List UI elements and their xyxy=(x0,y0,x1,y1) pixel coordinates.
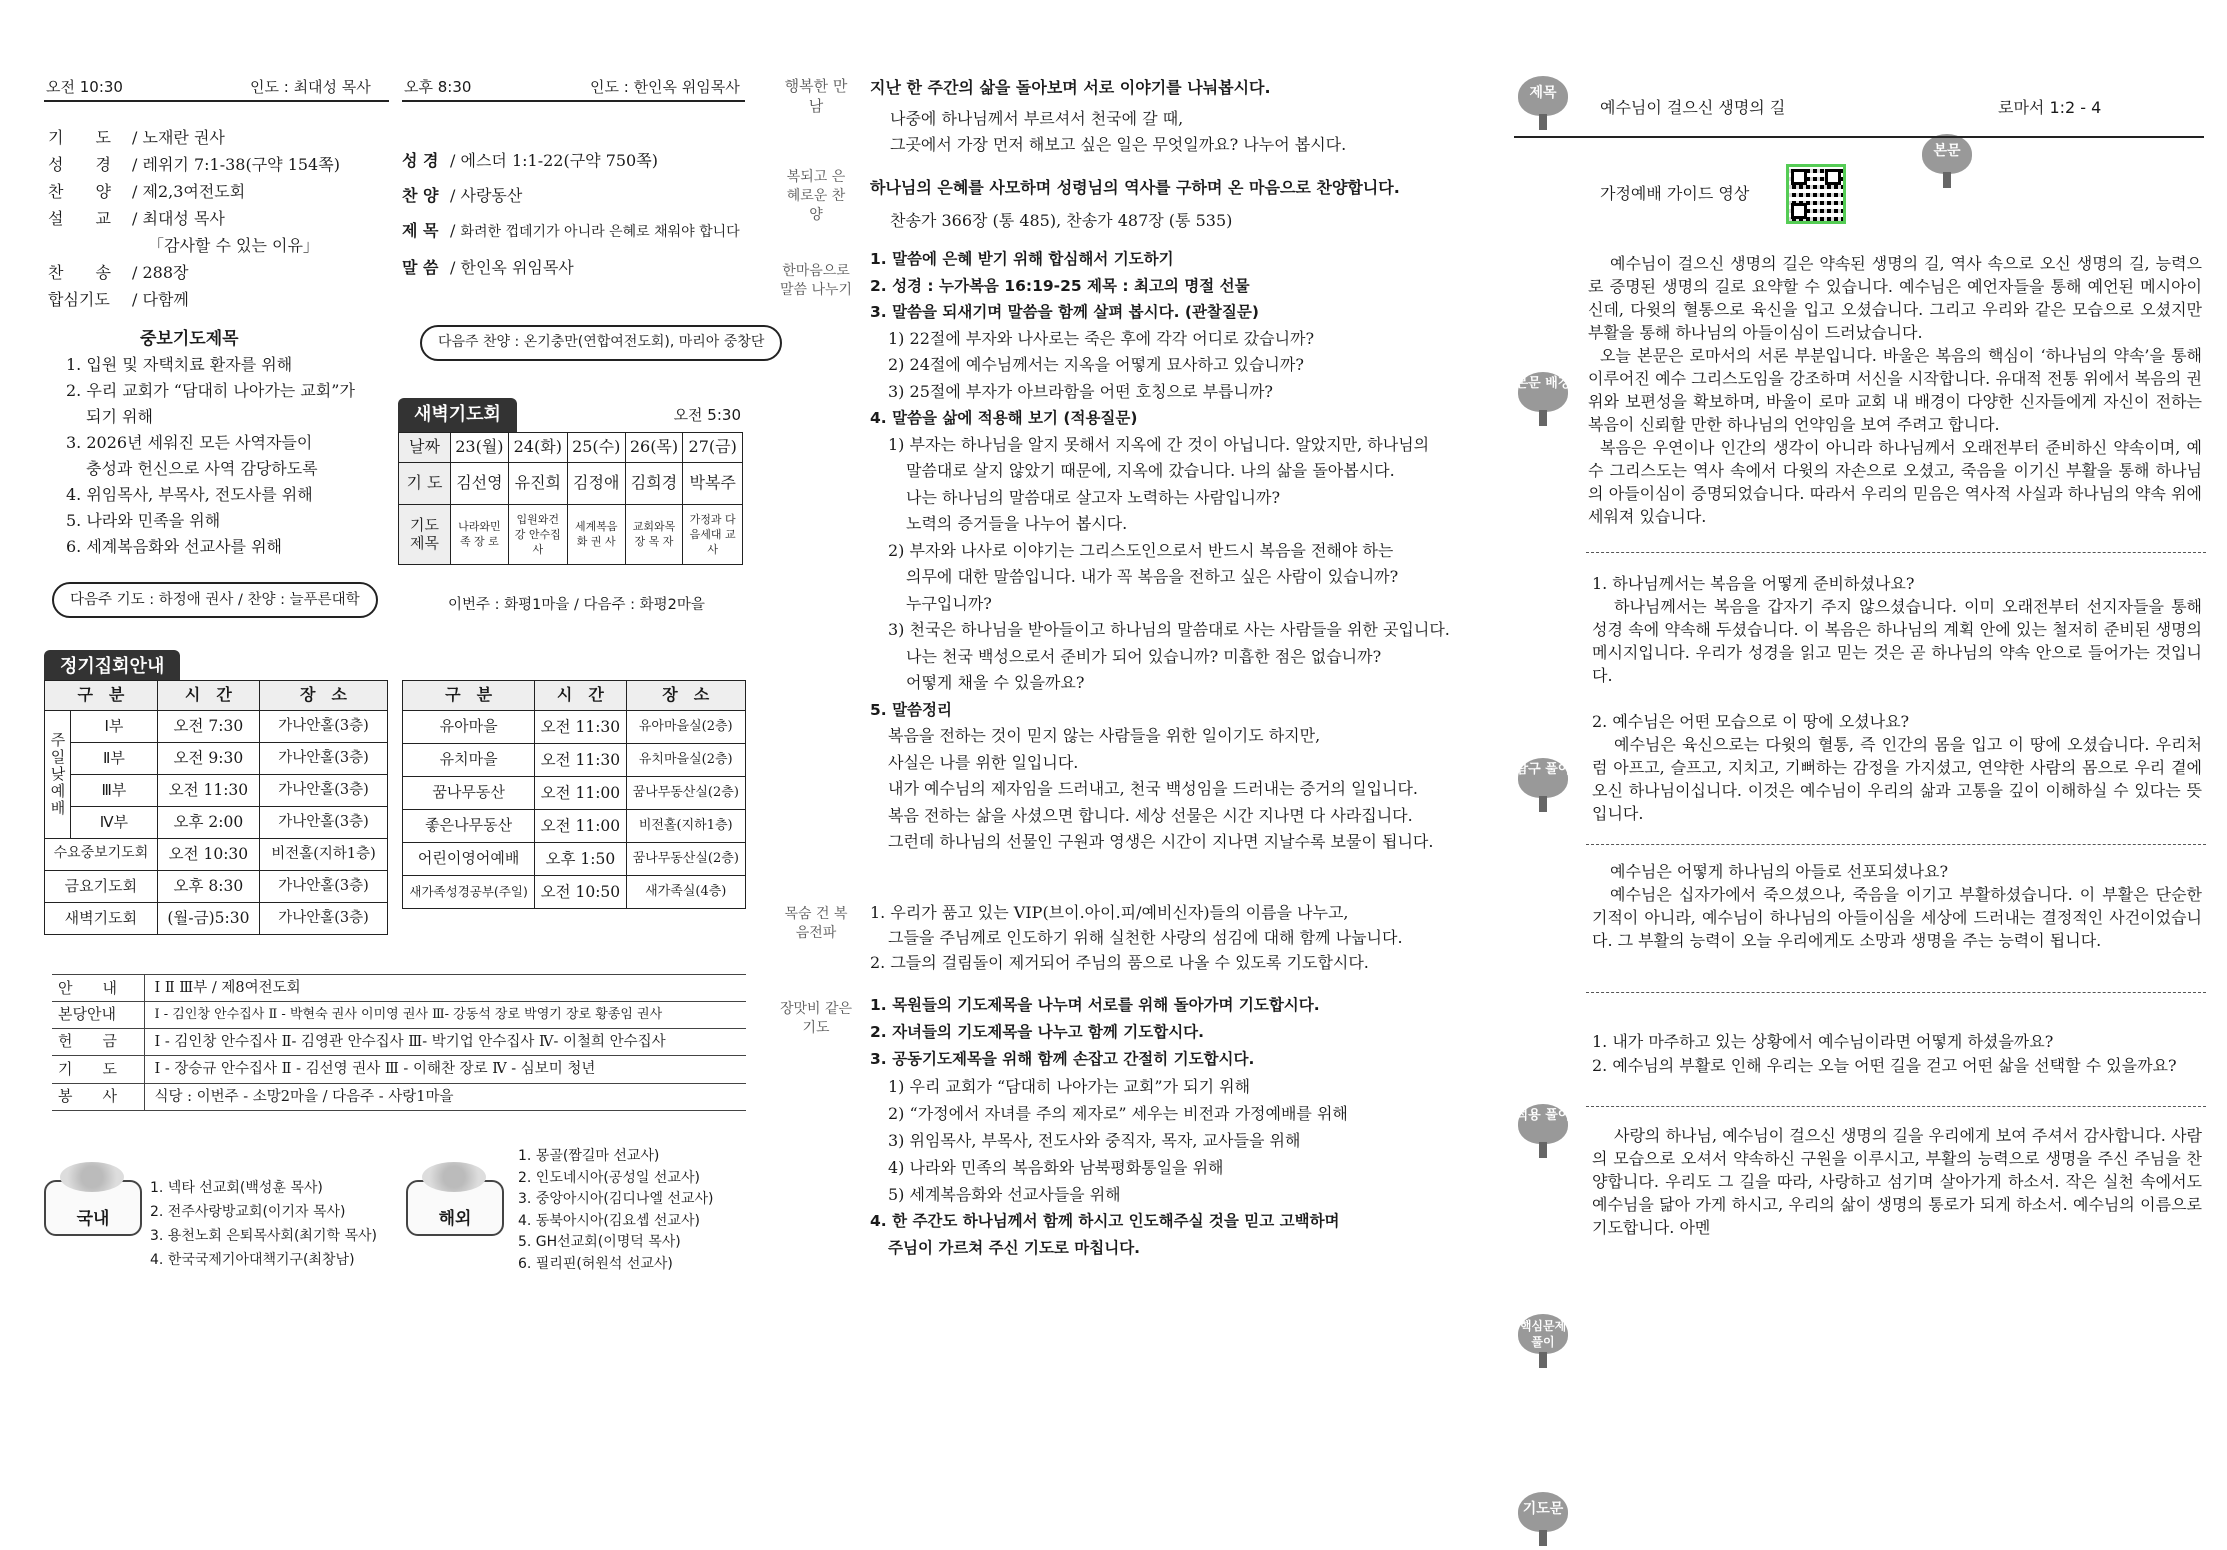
text-line: 2. 그들의 걸림돌이 제거되어 주님의 품으로 나올 수 있도록 기도합시다. xyxy=(870,953,1369,972)
text-line: 3) 위임목사, 부목사, 전도사와 중직자, 목자, 교사들을 위해 xyxy=(888,1131,1301,1150)
evening-leader: 인도 : 한인옥 위임목사 xyxy=(590,78,740,96)
order-value: 다함께 xyxy=(142,290,189,309)
s1-title: 지난 한 주간의 삶을 돌아보며 서로 이야기를 나눠봅시다. xyxy=(870,78,1271,97)
dawn-cell: 26(목) xyxy=(625,432,683,462)
order-value: 제2,3여전도회 xyxy=(142,182,246,201)
meeting-time: 오전 11:30 xyxy=(535,710,626,743)
meeting-place: 가나안홀(3층) xyxy=(259,902,387,934)
order-value: 에스더 1:1-22(구약 750쪽) xyxy=(460,151,658,170)
blessed-praise-icon: 복되고 은혜로운 찬양 xyxy=(786,169,846,223)
mission-item: 3. 중앙아시아(김디나엘 선교사) xyxy=(518,1191,714,1207)
order-key: 설 교 xyxy=(48,209,111,228)
evening-order xyxy=(402,143,740,285)
dawn-topic: 세계복음화 권 사 xyxy=(567,504,625,564)
meeting-time: 오후 2:00 xyxy=(157,806,259,838)
prayer-item: 5. 나라와 민족을 위해 xyxy=(66,511,221,530)
prayer-item: 1. 입원 및 자택치료 환자를 위해 xyxy=(66,355,293,374)
order-sep: / xyxy=(132,182,143,201)
order-key: 성 경 xyxy=(48,155,111,174)
meeting-place: 가나안홀(3층) xyxy=(259,870,387,902)
dawn-cell: 김희경 xyxy=(625,462,683,504)
s4-body xyxy=(870,900,1403,975)
order-value: 레위기 7:1-38(구약 154쪽) xyxy=(142,155,340,174)
dawn-footer: 이번주 : 화평1마을 / 다음주 : 화평2마을 xyxy=(448,597,705,613)
meeting-name: 수요중보기도회 xyxy=(45,838,158,870)
text-line: 3) 천국은 하나님을 받아들이고 하나님의 말씀대로 사는 사람들을 위한 곳입니다. xyxy=(888,620,1450,639)
meeting-place: 꿈나무동산실(2층) xyxy=(626,842,746,875)
guide-label: 가정예배 가이드 영상 xyxy=(1600,184,1750,203)
domestic-label: 국내 xyxy=(76,1209,110,1229)
prayer-item: 3. 2026년 세워진 모든 사역자들이 xyxy=(66,433,313,452)
overseas-list xyxy=(518,1146,713,1275)
duty-value: Ⅰ - 김인창 안수집사 Ⅱ- 김영관 안수집사 Ⅲ- 박기업 안수집사 Ⅳ- 이철희 안수집사 xyxy=(144,1028,746,1055)
order-key: 합심기도 xyxy=(48,290,110,309)
s3-body xyxy=(870,246,1450,856)
order-row xyxy=(48,178,340,205)
text-line: 그들을 주님께로 인도하기 위해 실천한 사랑의 섬김에 대해 함께 나눕니다. xyxy=(888,928,1403,947)
meeting-time: 오전 11:00 xyxy=(535,809,626,842)
duty-table xyxy=(52,974,746,1111)
dawn-cell: 기도 제목 xyxy=(399,504,451,564)
core-question: 2. 예수님의 부활로 인해 우리는 오늘 어떤 길을 걷고 어떤 삶을 선택할 수 있을까요? xyxy=(1592,1056,2177,1075)
order-sep: / xyxy=(132,128,143,147)
text-line: 4) 나라와 민족의 복음화와 남북평화통일을 위해 xyxy=(888,1158,1224,1177)
mission-item: 2. 전주사랑방교회(이기자 목사) xyxy=(150,1204,346,1220)
meeting-place: 가나안홀(3층) xyxy=(259,710,387,742)
tree-icon: 제목 xyxy=(1514,76,1572,134)
order-row xyxy=(48,205,340,232)
step-heading: 1. 목원들의 기도제목을 나누며 서로를 위해 돌아가며 기도합시다. xyxy=(870,996,1320,1014)
text-line: 나는 하나님의 말씀대로 살고자 노력하는 사람입니까? xyxy=(906,487,1281,507)
explore-q1: 1. 하나님께서는 복음을 어떻게 준비하셨나요? xyxy=(1592,574,1915,593)
meeting-time: 오전 9:30 xyxy=(157,742,259,774)
meeting-header: 구 분 xyxy=(45,681,158,711)
prayer-title: 중보기도제목 xyxy=(140,329,239,349)
s2-body xyxy=(890,208,1232,234)
order-sep: / xyxy=(450,221,461,240)
next-prayer-badge: 다음주 기도 : 하정애 권사 / 찬양 : 늘푸른대학 xyxy=(52,582,378,618)
order-value: 최대성 목사 xyxy=(142,209,225,228)
mission-item: 2. 인도네시아(공성일 선교사) xyxy=(518,1169,700,1186)
dawn-cell: 유진희 xyxy=(508,462,567,504)
meeting-name: 새벽기도회 xyxy=(45,902,158,934)
duty-value: Ⅰ - 장승규 안수집사 Ⅱ - 김선영 권사 Ⅲ - 이해찬 장로 Ⅳ - 심보미 청년 xyxy=(144,1056,746,1083)
meeting-header: 시 간 xyxy=(535,681,626,711)
panel-family-worship xyxy=(1500,0,2220,1517)
order-key: 성 경 xyxy=(402,151,439,170)
order-row xyxy=(48,259,340,286)
meeting-name: Ⅱ부 xyxy=(71,742,158,774)
meeting-time: 오후 8:30 xyxy=(157,870,259,902)
order-key: 찬 송 xyxy=(48,263,111,282)
meeting-title: 정기집회안내 xyxy=(44,650,180,684)
meeting-time: 오전 11:30 xyxy=(535,743,626,776)
dawn-cell: 김선영 xyxy=(451,462,509,504)
text-line: 내가 예수님의 제자임을 드러내고, 천국 백성임을 드러내는 증거의 일입니다. xyxy=(888,779,1418,798)
meeting-name: 꿈나무동산 xyxy=(403,776,535,809)
text-line: 나중에 하나님께서 부르셔서 천국에 갈 때, xyxy=(890,109,1184,128)
order-row xyxy=(48,124,340,151)
tree-icon: 핵심문제 풀이 xyxy=(1514,1314,1572,1372)
meeting-place: 가나안홀(3층) xyxy=(259,806,387,838)
tree-icon: 기도문 xyxy=(1514,1492,1572,1550)
dawn-table xyxy=(398,432,743,565)
meeting-name: 유치마을 xyxy=(403,743,535,776)
order-key: 말 씀 xyxy=(402,258,439,277)
happy-meeting-icon: 행복한 만남 xyxy=(784,77,848,115)
duty-key: 기 도 xyxy=(52,1056,144,1083)
prayer-item: 4. 위임목사, 부목사, 전도사를 위해 xyxy=(66,485,313,504)
mission-item: 6. 필리핀(허원석 선교사) xyxy=(518,1255,673,1272)
closing-prayer: 사랑의 하나님, 예수님이 걸으신 생명의 길을 우리에게 보여 주셔서 감사합니다. 사람의 모습으로 오셔서 약속하신 구원을 이루시고, 부활의 능력으로 생명을 주신 주님을 찬양합니다. 우리도 그 길을 따라, 사랑하고 섬기며 살아가게 하소서. 작은 실천 속에서도 예수님을 닮아 가게 하시고, 우리의 삶이 생명의 통로가 되게 하소서. 예수님의 이름으로 기도합니다. 아멘 xyxy=(1592,1126,2202,1237)
duty-value: Ⅰ - 김인창 안수집사 Ⅱ - 박현숙 권사 이미영 권사 Ⅲ- 강동석 장로 박영기 장로 황종임 권사 xyxy=(144,1002,746,1028)
meeting-name: 어린이영어예배 xyxy=(403,842,535,875)
meeting-header: 장 소 xyxy=(626,681,746,711)
overseas-label: 해외 xyxy=(438,1209,472,1229)
text-line: 복음 전하는 삶을 사셨으면 합니다. 세상 선물은 시간 지나면 다 사라집니다. xyxy=(888,805,1413,825)
tree-icon: 본문 xyxy=(1918,134,1976,192)
rain-prayer-icon: 장맛비 같은 기도 xyxy=(779,1001,853,1036)
meeting-header: 시 간 xyxy=(157,681,259,711)
meeting-place: 꿈나무동산실(2층) xyxy=(626,776,746,809)
meeting-name: 유아마을 xyxy=(403,710,535,743)
meeting-table-left xyxy=(44,680,388,935)
order-key: 제 목 xyxy=(402,221,439,240)
step-heading: 4. 말씀을 삶에 적용해 보기 (적용질문) xyxy=(870,409,1138,427)
dawn-time: 오전 5:30 xyxy=(673,406,741,424)
order-key: 기 도 xyxy=(48,128,111,147)
explore-a1: 하나님께서는 복음을 갑자기 주지 않으셨습니다. 이미 오래전부터 선지자들을 통해 성경 속에 약속해 두셨습니다. 이 복음은 하나님의 계획 안에 있는 철저히 준비된 생명의 메시지입니다. 우리가 성경을 읽고 믿는 것은 곧 하나님의 약속 안으로 들어가는 것입니다. xyxy=(1592,597,2202,685)
dawn-title: 새벽기도회 xyxy=(398,398,517,432)
order-key: 찬 양 xyxy=(402,186,439,205)
meeting-time: 오전 11:30 xyxy=(157,774,259,806)
flower-icon xyxy=(60,1162,124,1192)
text-line: 노력의 증거들을 나누어 봅시다. xyxy=(906,514,1128,533)
text-line: 1) 우리 교회가 “담대히 나아가는 교회”가 되기 위해 xyxy=(888,1077,1251,1096)
mission-item: 5. GH선교회(이명덕 목사) xyxy=(518,1234,681,1250)
step-heading: 3. 말씀을 되새기며 말씀을 함께 살펴 봅시다. (관찰질문) xyxy=(870,303,1259,321)
domestic-list xyxy=(150,1176,377,1272)
text-line: 사실은 나를 위한 일입니다. xyxy=(888,752,1079,772)
dawn-cell: 박복주 xyxy=(683,462,743,504)
prayer-item: 6. 세계복음화와 선교사를 위해 xyxy=(66,537,282,556)
meeting-name: 좋은나무동산 xyxy=(403,809,535,842)
meeting-place: 유아마을실(2층) xyxy=(626,710,746,743)
order-row xyxy=(402,178,740,213)
order-value: 288장 xyxy=(142,263,189,282)
background-p2: 오늘 본문은 로마서의 서론 부분입니다. 바울은 복음의 핵심이 ‘하나님의 약속’을 통해 이루어진 예수 그리스도임을 강조하며 서신을 시작합니다. 유대적 전통 위에서 복음의 권위와 보편성을 확보하며, 바울이 로마 교회 내 배경이 다양한 신자들에게 자신이 전하는 복음이 신뢰할 만한 하나님의 언약임을 보여 주려고 합니다. xyxy=(1588,346,2202,434)
prayer-item: 되기 위해 xyxy=(86,407,153,426)
order-sep: / xyxy=(132,290,143,309)
sunday-label: 주일낮예배 xyxy=(45,710,71,838)
meeting-table-right xyxy=(402,680,746,909)
text-line: 복음을 전하는 것이 믿지 않는 사람들을 위한 일이기도 하지만, xyxy=(888,726,1321,745)
meeting-place: 유치마을실(2층) xyxy=(626,743,746,776)
meeting-place: 비전홀(지하1층) xyxy=(626,809,746,842)
mission-item: 1. 넥타 선교회(백성훈 목사) xyxy=(150,1180,323,1196)
meeting-header: 구 분 xyxy=(403,681,535,711)
step-heading: 3. 공동기도제목을 위해 함께 손잡고 간절히 기도합시다. xyxy=(870,1050,1255,1068)
meeting-time: 오전 10:30 xyxy=(157,838,259,870)
dawn-cell: 기 도 xyxy=(399,462,451,504)
text-line: 그곳에서 가장 먼저 해보고 싶은 일은 무엇일까요? 나누어 봅시다. xyxy=(890,135,1347,154)
evening-time: 오후 8:30 xyxy=(404,78,472,96)
order-value: 노재란 권사 xyxy=(142,128,225,147)
one-mind-word-icon: 한마음으로 말씀 나누기 xyxy=(779,263,853,298)
mission-item: 4. 한국국제기아대책기구(최창남) xyxy=(150,1252,355,1268)
panel-worship xyxy=(0,0,765,1306)
text-line: 3) 25절에 부자가 아브라함을 어떤 호칭으로 부릅니까? xyxy=(888,381,1273,401)
mission-item: 3. 용천노회 은퇴목사회(최기학 목사) xyxy=(150,1228,377,1244)
order-row xyxy=(48,151,340,178)
tree-icon: 탐구 풀이 xyxy=(1514,758,1572,816)
order-row xyxy=(402,143,740,178)
text-line: 1) 부자는 하나님을 알지 못해서 지옥에 간 것이 아닙니다. 알았지만, 하나님의 xyxy=(888,434,1430,454)
meeting-place: 비전홀(지하1층) xyxy=(259,838,387,870)
meeting-time: 오전 7:30 xyxy=(157,710,259,742)
text-line: 2) 부자와 나사로 이야기는 그리스도인으로서 반드시 복음을 전해야 하는 xyxy=(888,540,1394,560)
dawn-topic: 나라와민족 장 로 xyxy=(451,504,509,564)
meeting-name: 금요기도회 xyxy=(45,870,158,902)
dawn-topic: 가정과 다음세대 교 사 xyxy=(683,504,743,564)
order-sep: / xyxy=(132,155,143,174)
step-heading: 2. 자녀들의 기도제목을 나누고 함께 기도합시다. xyxy=(870,1023,1205,1041)
meeting-name: Ⅰ부 xyxy=(71,710,158,742)
order-value: 사랑동산 xyxy=(460,186,523,205)
dawn-cell: 27(금) xyxy=(683,432,743,462)
order-row xyxy=(402,250,740,285)
dawn-cell: 23(월) xyxy=(451,432,509,462)
next-praise-badge: 다음주 찬양 : 온기충만(연합여전도회), 마리아 중창단 xyxy=(420,325,782,361)
mission-item: 4. 동북아시아(김요셉 선교사) xyxy=(518,1212,700,1229)
dawn-cell: 25(수) xyxy=(567,432,625,462)
text-line: 의무에 대한 말씀입니다. 내가 꼭 복음을 전하고 싶은 사람이 있습니까? xyxy=(906,567,1399,586)
step-heading: 2. 성경 : 누가복음 16:19-25 제목 : 최고의 명절 선물 xyxy=(870,276,1250,295)
meeting-time: 오후 1:50 xyxy=(535,842,626,875)
core-question: 1. 내가 마주하고 있는 상황에서 예수님이라면 어떻게 하셨을까요? xyxy=(1592,1032,2054,1051)
order-row xyxy=(402,213,740,250)
flower-icon xyxy=(422,1162,486,1192)
morning-time: 오전 10:30 xyxy=(46,78,123,96)
text-line: 찬송가 366장 (통 485), 찬송가 487장 (통 535) xyxy=(890,211,1233,230)
background-p3: 복음은 우연이나 인간의 생각이 아니라 하나님께서 오래전부터 준비하신 약속이며, 예수 그리스도는 역사 속에서 다윗의 자손으로 오셨고, 죽음을 이기신 부활을 통해 하나님의 아들이심이 증명되었습니다. 따라서 우리의 믿음은 역사적 사실과 하나님의 약속 위에 세워져 있습니다. xyxy=(1588,438,2202,526)
duty-key: 본당안내 xyxy=(52,1002,144,1028)
meeting-time: 오전 10:50 xyxy=(535,875,626,908)
qr-code-icon[interactable] xyxy=(1786,164,1846,224)
s5-body xyxy=(870,992,1348,1262)
order-sep: / xyxy=(450,258,461,277)
order-sep: / xyxy=(132,263,143,282)
meeting-header: 장 소 xyxy=(259,681,387,711)
order-value: 화려한 껍데기가 아니라 은혜로 채워야 합니다 xyxy=(460,224,740,240)
sermon-title: 예수님이 걸으신 생명의 길 xyxy=(1600,98,1786,117)
text-line: 나는 천국 백성으로서 준비가 되어 있습니까? 미흡한 점은 없습니까? xyxy=(906,646,1382,666)
dawn-topic: 교회와목장 목 자 xyxy=(625,504,683,564)
apply-a: 예수님은 십자가에서 죽으셨으나, 죽음을 이기고 부활하셨습니다. 이 부활은 단순한 기적이 아니라, 예수님이 하나님의 아들이심을 세상에 드러내는 결정적인 사건이었습니다. 그 부활의 능력이 오늘 우리에게도 소망과 생명을 주는 능력이 됩니다. xyxy=(1592,885,2202,950)
dawn-cell: 24(화) xyxy=(508,432,567,462)
duty-value: 식당 : 이번주 - 소망2마을 / 다음주 - 사랑1마을 xyxy=(144,1083,746,1110)
duty-key: 헌 금 xyxy=(52,1028,144,1055)
meeting-place: 새가족실(4층) xyxy=(626,875,746,908)
duty-key: 봉 사 xyxy=(52,1083,144,1110)
sermon-text: 로마서 1:2 - 4 xyxy=(1998,98,2102,117)
order-row xyxy=(48,286,340,313)
text-line: 1. 우리가 품고 있는 VIP(브이.아이.피/예비신자)들의 이름을 나누고, xyxy=(870,903,1349,922)
gospel-icon: 목숨 건 복음전파 xyxy=(784,906,848,941)
dawn-cell: 김정애 xyxy=(567,462,625,504)
text-line: 1) 22절에 부자와 나사로는 죽은 후에 각각 어디로 갔습니까? xyxy=(888,328,1315,348)
meeting-place: 가나안홀(3층) xyxy=(259,742,387,774)
step-heading: 1. 말씀에 은혜 받기 위해 합심해서 기도하기 xyxy=(870,250,1174,268)
text-line: 5) 세계복음화와 선교사들을 위해 xyxy=(888,1185,1121,1204)
duty-key: 안 내 xyxy=(52,975,144,1002)
text-line: 2) “가정에서 자녀를 주의 제자로” 세우는 비전과 가정예배를 위해 xyxy=(888,1104,1348,1123)
apply-q: 예수님은 어떻게 하나님의 아들로 선포되셨나요? xyxy=(1610,862,1949,881)
mission-item: 1. 몽골(짬길마 선교사) xyxy=(518,1148,660,1164)
order-key: 찬 양 xyxy=(48,182,111,201)
text-line: 그런데 하나님의 선물인 구원과 영생은 시간이 지나면 지날수록 보물이 됩니다. xyxy=(888,832,1434,851)
order-sep: / xyxy=(132,209,143,228)
dawn-cell: 날짜 xyxy=(399,432,451,462)
step-heading: 5. 말씀정리 xyxy=(870,700,952,719)
meeting-place: 가나안홀(3층) xyxy=(259,774,387,806)
order-value: 한인옥 위임목사 xyxy=(460,258,574,277)
meeting-time: 오전 11:00 xyxy=(535,776,626,809)
duty-value: Ⅰ Ⅱ Ⅲ부 / 제8여전도회 xyxy=(144,975,746,1002)
prayer-item: 2. 우리 교회가 “담대히 나아가는 교회”가 xyxy=(66,381,355,400)
text-line: 어떻게 채울 수 있을까요? xyxy=(906,673,1085,692)
order-sep: / xyxy=(450,186,461,205)
core-questions xyxy=(1592,1030,2177,1078)
text-line: 2) 24절에 예수님께서는 지옥을 어떻게 묘사하고 있습니까? xyxy=(888,355,1304,374)
text-line: 말씀대로 살지 않았기 때문에, 지옥에 갔습니다. 나의 삶을 돌아봅시다. xyxy=(906,461,1395,480)
prayer-list xyxy=(66,352,355,560)
meeting-time: (월-금)5:30 xyxy=(157,902,259,934)
meeting-name: Ⅳ부 xyxy=(71,806,158,838)
meeting-name: 새가족성경공부(주일) xyxy=(403,875,535,908)
text-line: 누구입니까? xyxy=(906,593,992,613)
s1-body xyxy=(890,106,1346,158)
morning-leader: 인도 : 최대성 목사 xyxy=(250,78,371,96)
order-value: 「감사할 수 있는 이유」 xyxy=(148,236,319,255)
panel-cell-meeting xyxy=(770,0,1480,1306)
step-heading: 주님이 가르쳐 주신 기도로 마칩니다. xyxy=(888,1239,1141,1257)
dawn-topic: 입원와건강 안수집사 xyxy=(508,504,567,564)
explore-a2: 예수님은 육신으로는 다윗의 혈통, 즉 인간의 몸을 입고 이 땅에 오셨습니다. 우리처럼 아프고, 슬프고, 지치고, 기뻐하는 감정을 가지셨고, 연약한 사람의 몸으로 우리 곁에 오신 하나님이십니다. 이것은 예수님이 우리의 삶과 고통을 깊이 이해하실 수 있다는 뜻입니다. xyxy=(1592,735,2202,823)
order-row xyxy=(48,232,340,259)
order-sep: / xyxy=(450,151,461,170)
background-p1: 예수님이 걸으신 생명의 길은 약속된 생명의 길, 역사 속으로 오신 생명의 길, 능력으로 증명된 생명의 길로 요약할 수 있습니다. 예수님은 예언자들을 통해 예언된 메시아이신데, 다윗의 혈통으로 육신을 입고 오셨습니다. 그리고 우리와 같은 모습으로 오셨지만 부활을 통해 하나님의 아들이심이 드러났습니다. xyxy=(1588,254,2202,342)
meeting-name: Ⅲ부 xyxy=(71,774,158,806)
step-heading: 4. 한 주간도 하나님께서 함께 하시고 인도해주실 것을 믿고 고백하며 xyxy=(870,1212,1340,1230)
s2-title: 하나님의 은혜를 사모하며 성령님의 역사를 구하며 온 마음으로 찬양합니다. xyxy=(870,178,1400,197)
morning-order xyxy=(48,124,340,313)
explore-q2: 2. 예수님은 어떤 모습으로 이 땅에 오셨나요? xyxy=(1592,712,1910,731)
prayer-item: 충성과 헌신으로 사역 감당하도록 xyxy=(86,459,318,478)
tree-icon: 적용 풀이 xyxy=(1514,1104,1572,1162)
tree-icon: 본문 배경 xyxy=(1514,372,1572,430)
